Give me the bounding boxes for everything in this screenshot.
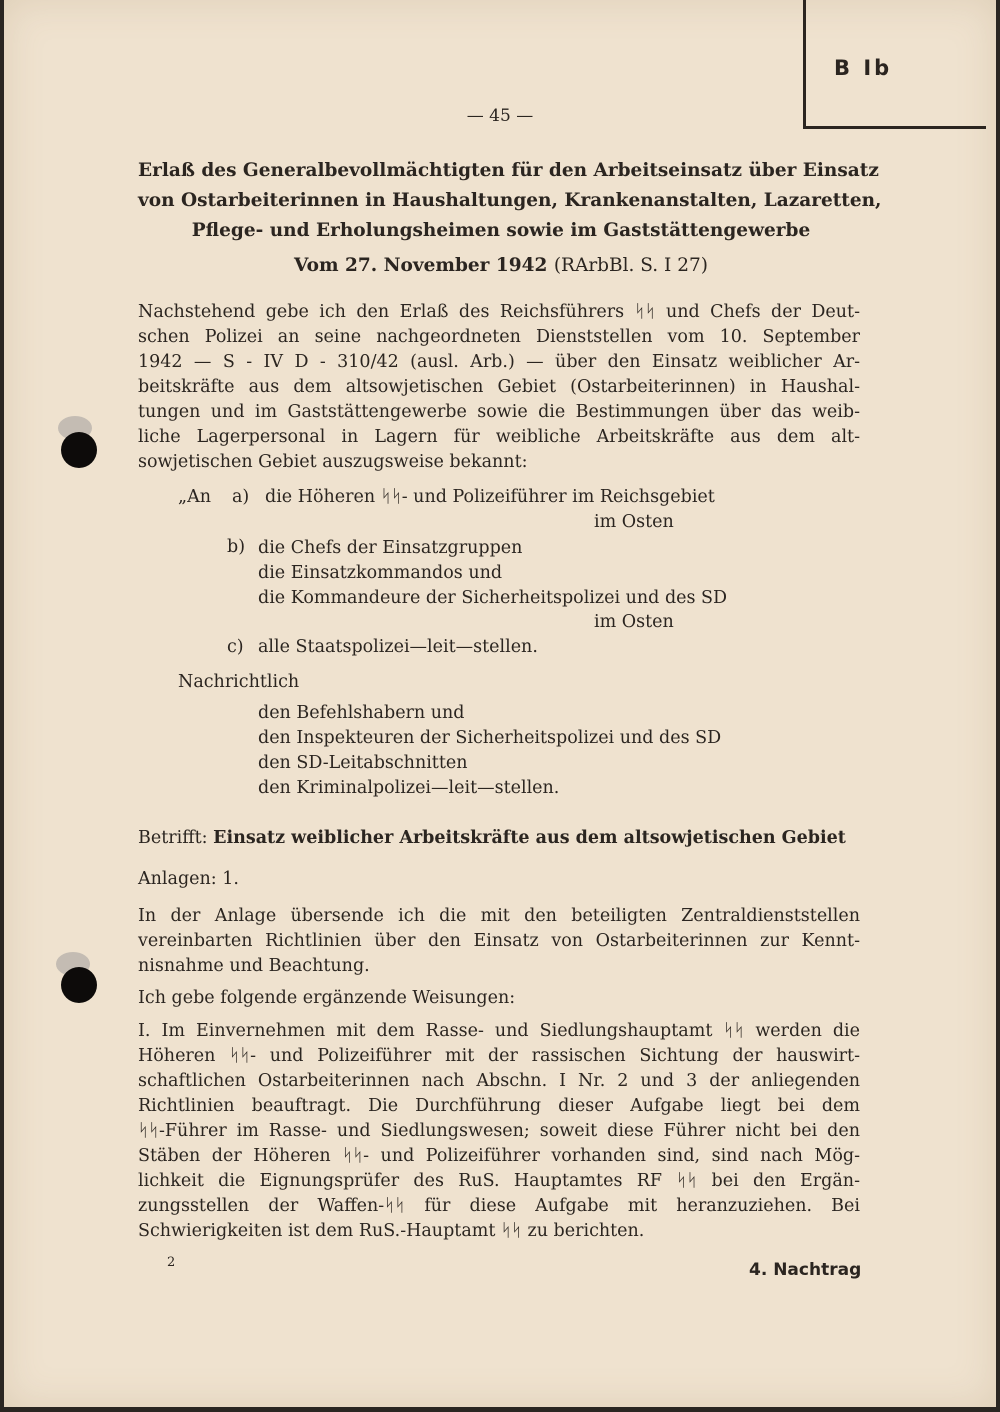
addressee-b-sub: im Osten xyxy=(594,612,674,632)
text-line: I. Im Einvernehmen mit dem Rasse- und Siedlungshauptamt ᛋᛋ werden die xyxy=(138,1021,860,1041)
addressee-line: die Einsatzkommandos und xyxy=(258,563,503,583)
paragraph-section-one xyxy=(138,1019,860,1244)
text-line: Nachstehend gebe ich den Erlaß des Reichsführers ᛋᛋ und Chefs der Deut- xyxy=(138,302,860,322)
title-line: Erlaß des Generalbevollmächtigten für den Arbeitseinsatz über Einsatz xyxy=(138,160,879,181)
title-line: Pflege- und Erholungsheimen sowie im Gaststättengewerbe xyxy=(191,220,811,241)
addressee-c-text: alle Staatspolizei—leit—stellen. xyxy=(258,637,538,657)
sheet-number: 2 xyxy=(167,1255,176,1270)
date-source: (RArbBl. S. I 27) xyxy=(553,255,709,276)
cc-label: Nachrichtlich xyxy=(178,672,300,692)
text-line: zungsstellen der Waffen-ᛋᛋ für diese Aufgabe mit heranzuziehen. Bei xyxy=(138,1196,860,1216)
text-line: 1942 — S - IV D - 310/42 (ausl. Arb.) — über den Einsatz weiblicher Ar- xyxy=(138,352,860,372)
addressee-b-label: b) xyxy=(227,537,246,557)
addressee-a-sub: im Osten xyxy=(594,512,674,532)
text-line: schaftlichen Ostarbeiterinnen nach Abschn. I Nr. 2 und 3 der anliegenden xyxy=(138,1071,860,1091)
date-text: Vom 27. November 1942 xyxy=(293,255,548,276)
text-line: In der Anlage übersende ich die mit den beteiligten Zentraldienststellen xyxy=(138,906,860,926)
text-line: schen Polizei an seine nachgeordneten Dienststellen vom 10. September xyxy=(138,327,860,347)
text-line: sowjetischen Gebiet auszugsweise bekannt: xyxy=(138,452,528,472)
intro-paragraph xyxy=(138,300,860,475)
subject-label: Betrifft: xyxy=(138,828,208,848)
cc-list xyxy=(258,701,721,801)
supplement-label: 4. Nachtrag xyxy=(749,1260,862,1280)
text-line: Richtlinien beauftragt. Die Durchführung dieser Aufgabe liegt bei dem xyxy=(138,1096,860,1116)
addressee-line: die Chefs der Einsatzgruppen xyxy=(258,538,523,558)
title-line: von Ostarbeiterinnen in Haushaltungen, Krankenanstalten, Lazaretten, xyxy=(138,190,882,211)
addressee-line: die Kommandeure der Sicherheitspolizei und des SD xyxy=(258,588,728,608)
cc-line: den SD-Leitabschnitten xyxy=(258,753,468,773)
section-label: B Ib xyxy=(834,56,893,80)
punch-hole xyxy=(61,432,97,468)
cc-line: den Inspekteuren der Sicherheitspolizei und des SD xyxy=(258,728,722,748)
subject-text: Einsatz weiblicher Arbeitskräfte aus dem altsowjetischen Gebiet xyxy=(213,828,846,848)
text-line: liche Lagerpersonal in Lagern für weibliche Arbeitskräfte aus dem alt- xyxy=(138,427,860,447)
addressee-a-label: a) xyxy=(232,487,250,507)
document-page xyxy=(4,0,996,1407)
text-line: nisnahme und Beachtung. xyxy=(138,956,370,976)
decree-date xyxy=(138,255,864,276)
addressee-b-list xyxy=(258,536,727,611)
text-line: ᛋᛋ-Führer im Rasse- und Siedlungswesen; soweit diese Führer nicht bei den xyxy=(138,1121,860,1141)
punch-hole xyxy=(61,967,97,1003)
text-line: Höheren ᛋᛋ- und Polizeiführer mit der rassischen Sichtung der hauswirt- xyxy=(138,1046,860,1066)
document-title xyxy=(138,156,882,246)
subject-line xyxy=(138,828,846,848)
text-line: beitskräfte aus dem altsowjetischen Gebiet (Ostarbeiterinnen) in Haushal- xyxy=(138,377,860,397)
text-line: Schwierigkeiten ist dem RuS.-Hauptamt ᛋᛋ zu berichten. xyxy=(138,1221,645,1241)
text-line: vereinbarten Richtlinien über den Einsatz von Ostarbeiterinnen zur Kennt- xyxy=(138,931,860,951)
addressee-an-label: „An xyxy=(178,487,211,507)
page-number: — 45 — xyxy=(466,106,534,126)
text-line: Stäben der Höheren ᛋᛋ- und Polizeiführer vorhanden sind, sind nach Mög- xyxy=(138,1146,860,1166)
addressee-c-label: c) xyxy=(227,637,244,657)
text-line: lichkeit die Eignungsprüfer des RuS. Hauptamtes RF ᛋᛋ bei den Ergän- xyxy=(138,1171,860,1191)
attachments: Anlagen: 1. xyxy=(138,869,239,889)
cc-line: den Befehlshabern und xyxy=(258,703,465,723)
paragraph-enclosure xyxy=(138,904,860,979)
paragraph-instructions: Ich gebe folgende ergänzende Weisungen: xyxy=(138,988,516,1008)
cc-line: den Kriminalpolizei—leit—stellen. xyxy=(258,778,560,798)
text-line: tungen und im Gaststättengewerbe sowie die Bestimmungen über das weib- xyxy=(138,402,860,422)
addressee-a-text: die Höheren ᛋᛋ- und Polizeiführer im Reichsgebiet xyxy=(265,487,715,507)
